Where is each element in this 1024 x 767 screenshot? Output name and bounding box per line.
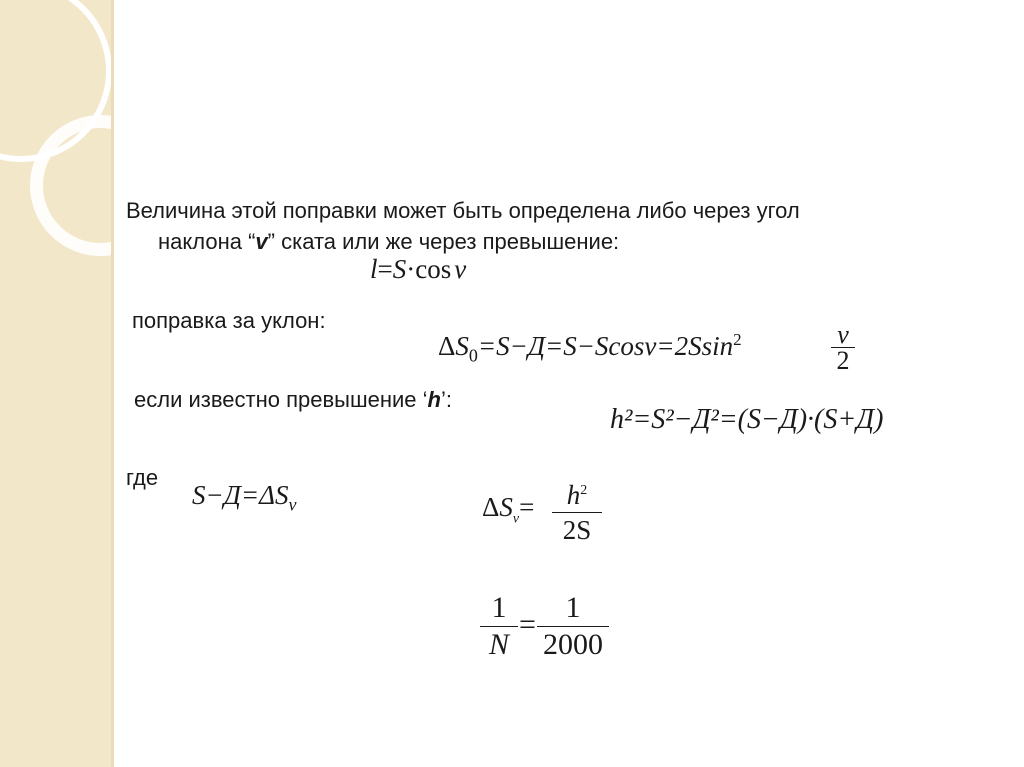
f1-cos: cos: [415, 254, 452, 284]
f2-den: 2: [836, 346, 850, 375]
f6-left-fraction: [480, 590, 518, 663]
f6-num-left: 1: [491, 591, 507, 624]
where-label: где: [126, 465, 159, 490]
f6-den-right: 2000: [543, 628, 603, 661]
f1-dot: ·: [406, 254, 416, 284]
intro-line-1: Величина этой поправки может быть определена либо через угол: [126, 198, 800, 223]
f6-num-right: 1: [565, 591, 581, 624]
f5-s: S: [499, 492, 513, 522]
f2-delta: Δ: [438, 331, 456, 361]
f5-den: 2S: [562, 515, 592, 545]
formula-slope-correction: [438, 330, 742, 366]
f5-num-pow: 2: [580, 483, 588, 498]
f5-eq: =: [519, 492, 535, 522]
height-label-b: ’:: [441, 387, 452, 412]
f5-fraction: [552, 474, 602, 547]
f6-right-fraction: [537, 590, 609, 663]
f2-fraction: [831, 322, 855, 373]
height-known-label: [134, 387, 452, 413]
f4-text: S−Д=ΔS: [192, 480, 289, 510]
f1-s: S: [392, 254, 407, 284]
formula-delta-sv: [482, 492, 534, 527]
f2-pow: 2: [733, 330, 742, 349]
f1-lhs: l: [370, 254, 378, 284]
f2-expr: =S−Д=S−Scosv=2Ssin: [477, 331, 734, 361]
f4-sub: v: [288, 494, 297, 515]
intro-line-2: [158, 229, 619, 255]
slope-correction-label: поправка за уклон:: [132, 308, 326, 333]
f2-sub: 0: [468, 345, 478, 366]
height-variable: h: [427, 387, 441, 412]
f2-s: S: [455, 331, 469, 361]
angle-variable: v: [255, 229, 268, 254]
f2-num: v: [837, 320, 849, 349]
decorative-left-band: [0, 0, 111, 767]
formula-where: [192, 480, 296, 515]
f6-eq: =: [519, 608, 536, 641]
f6-den-left: N: [488, 628, 509, 661]
f5-num: h: [566, 480, 581, 510]
f5-delta: Δ: [482, 492, 500, 522]
intro-line-2-a: наклона “: [158, 229, 256, 254]
band-edge: [111, 0, 114, 767]
formula-horizontal-distance: [370, 254, 466, 285]
f1-eq: =: [377, 254, 393, 284]
height-label-a: если известно превышение ‘: [134, 387, 428, 412]
f5-sub: v: [512, 511, 520, 527]
intro-line-2-b: ” ската или же через превышение:: [267, 229, 620, 254]
formula-height-relation: h²=S²−Д²=(S−Д)·(S+Д): [610, 404, 884, 435]
f1-v: v: [454, 254, 467, 284]
